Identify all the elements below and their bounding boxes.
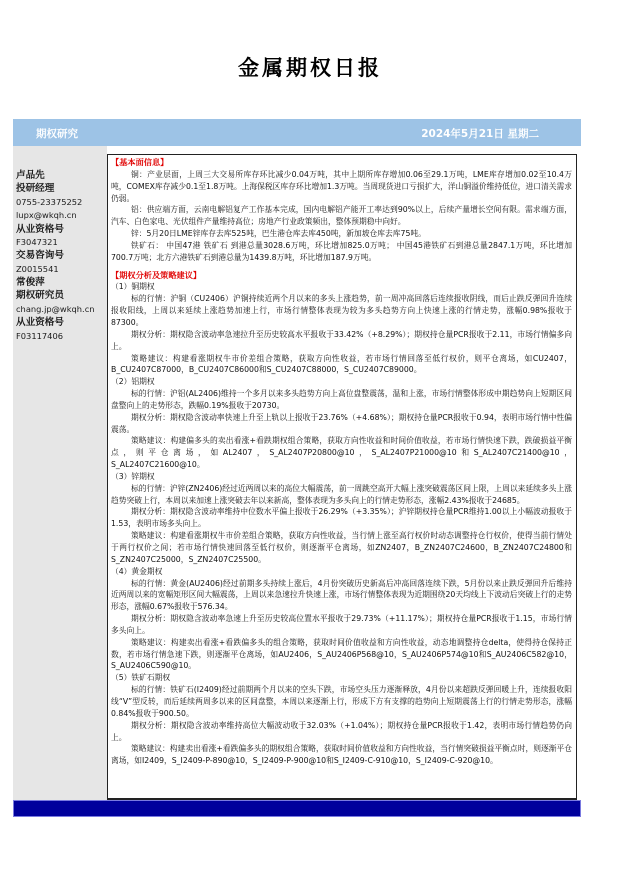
section-title-copper: （1）铜期权 xyxy=(111,282,155,292)
analyst-name: 卢品先 xyxy=(16,170,45,181)
gold-market: 标的行情：黄金(AU2406)经过前期多头持续上涨后，4月份突破历史新高后冲高回落连续下跌，5月份以来止跌反弹回升后维持近两周以来的宽幅矩形区间大幅震荡，上周以来急速拉升快速上涨，市场行情整体表现为近期围绕20天均线上下波动后突破上行的走势形态，涨幅0.67%报收于576.34。 xyxy=(111,578,572,612)
analyst-sidebar xyxy=(13,146,107,800)
cert-label: 从业资格号 xyxy=(16,223,64,235)
header-section-label: 期权研究 xyxy=(36,128,78,140)
iron-ore-strategy: 策略建议：构建卖出看涨+看跌偏多头的期权组合策略，获取时间价值收益和方向性收益，当行情突破损益平衡点时，则逐渐平仓离场，如I2409，S_I2409-P-890@10，S_I2409-P-900@10和S_I2409-C-910@10，S_I2409-C-920@10。 xyxy=(111,744,572,766)
fundamental-aluminum: 铝：供应端方面，云南电解铝复产工作基本完成，国内电解铝产能开工率达到90%以上，后续产量增长空间有限。需求端方面，汽车、白色家电、光伏组件产量维持高位；房地产行业政策频出，整体预期稳中向好。 xyxy=(111,205,572,227)
analyst-email[interactable]: lupx@wkqh.cn xyxy=(16,210,77,221)
analyst-phone: 0755-23375252 xyxy=(16,196,83,207)
analyst-name: 常俊萍 xyxy=(16,277,45,288)
iron-ore-option-analysis: 期权分析：期权隐含波动率维持高位大幅波动收于32.03%（+1.04%）；期权持仓量PCR报收于1.42，表明市场行情趋势仍向上。 xyxy=(111,720,572,742)
analyst-card xyxy=(16,276,95,343)
header-bar xyxy=(13,119,581,146)
section-title-gold: （4）黄金期权 xyxy=(111,566,163,576)
cert-number: F03117406 xyxy=(16,330,64,341)
report-content-box xyxy=(107,154,577,800)
copper-strategy: 策略建议：构建看涨期权牛市价差组合策略，获取方向性收益，若市场行情回落至低行权价，则平仓离场，如CU2407，B_CU2407C87000，B_CU2407C86000和S_CU2407C88000，S_CU2407C89000。 xyxy=(111,353,572,375)
aluminum-strategy: 策略建议：构建偏多头的卖出看涨+看跌期权组合策略，获取方向性收益和时间价值收益，若市场行情快速下跌，跌破损益平衡点，则平仓离场，如AL2407，S_AL2407P20800@10，S_AL2407P21000@10和S_AL2407C21400@10，S_AL2407C21600@10。 xyxy=(111,436,572,470)
gold-strategy: 策略建议：构建卖出看涨+看跌偏多头的组合策略，获取时间价值收益和方向性收益，动态地调整持仓delta，使得持仓保持正数，若市场行情急速下跌，则逐渐平仓离场，如AU2406，S_AU2406P568@10，S_AU2406P574@10和S_AU2406C582@10，S_AU2406C590@10。 xyxy=(111,637,572,671)
footer-bar xyxy=(13,800,581,817)
fundamental-zinc: 锌：5月20日LME锌库存去库525吨，巴生港仓库去库450吨，新加坡仓库去库75吨。 xyxy=(131,229,426,239)
gold-option-analysis: 期权分析：期权隐含波动率急速上升至历史较高位置水平报收于29.73%（+11.17%）；期权持仓量PCR报收于1.15，市场行情多头向上。 xyxy=(111,614,572,635)
fundamental-iron-ore: 铁矿石： 中国47港 铁矿石 到港总量3028.6万吨，环比增加825.0万吨； 中国45港铁矿石到港总量2847.1万吨，环比增加700.7万吨；北方六港铁矿石到港总量为1439.8万吨，环比增加187.9万吨。 xyxy=(111,240,572,262)
cert-number: F3047321 xyxy=(16,237,58,248)
zinc-option-analysis: 期权分析：期权隐含波动率维持中位数水平偏上报收于26.29%（+3.35%）；沪锌期权持仓量PCR维持1.00以上小幅波动报收于1.53，表明市场多头向上。 xyxy=(111,507,572,529)
analyst-role: 期权研究员 xyxy=(16,290,64,302)
fundamentals-heading: 【基本面信息】 xyxy=(111,157,169,167)
analyst-email[interactable]: chang.jp@wkqh.cn xyxy=(16,303,95,314)
aluminum-market: 标的行情：沪铝(AL2406)维持一个多月以来多头趋势方向上高位盘整震荡，温和上涨，市场行情整体形成中期趋势向上短期区间盘整向上的走势形态，跌幅0.19%报收于20730。 xyxy=(111,389,572,410)
cert-label: 从业资格号 xyxy=(16,317,64,329)
header-date: 2024年5月21日 星期二 xyxy=(421,128,539,140)
copper-option-analysis: 期权分析：期权隐含波动率急速拉升至历史较高水平报收于33.42%（+8.29%）；期权持仓量PCR报收于2.11，市场行情偏多向上。 xyxy=(111,329,572,351)
aluminum-option-analysis: 期权分析：期权隐含波动率快速上升至上轨以上报收于23.76%（+4.68%）；期权持仓量PCR报收于0.94，表明市场行情中性偏震荡。 xyxy=(111,412,572,434)
consult-label: 交易咨询号 xyxy=(16,250,64,262)
zinc-market: 标的行情：沪锌(ZN2406)经过近两周以来的高位大幅震荡，前一周跳空高开大幅上涨突破震荡区间上限，上周以来延续多头上涨趋势突破上行，本周以来加速上涨突破去年以来新高，整体表现为多头向上的行情走势形态，涨幅2.43%报收于24685。 xyxy=(111,483,572,505)
report-title: 金属期权日报 xyxy=(238,55,382,80)
fundamental-copper: 铜：产业层面，上周三大交易所库存环比减少0.04万吨，其中上期所库存增加0.06至29.1万吨，LME库存增加0.02至10.4万吨，COMEX库存减少0.1至1.8万吨。上海保税区库存环比增加1.3万吨。当周现货进口亏损扩大，洋山铜溢价维持低位，进口清关需求仍弱。 xyxy=(111,169,572,203)
section-title-iron-ore: （5）铁矿石期权 xyxy=(111,673,171,683)
zinc-strategy: 策略建议：构建看涨期权牛市价差组合策略，获取方向性收益，当行情上涨至高行权价时动态调整持仓行权价，使得当前行情处于两行权价之间；若市场行情快速回落至低行权价，则逐渐平仓离场，如ZN2407，B_ZN2407C24600，B_ZN2407C24800和S_ZN2407C25000，S_ZN2407C25500。 xyxy=(111,531,572,564)
copper-market: 标的行情：沪铜（CU2406）沪铜持续近两个月以来的多头上涨趋势，前一周冲高回落后连续报收阴线，而后止跌反弹回升连续报收阳线，上周以来延续上涨趋势加速上行，市场行情整体表现为较为多头趋势方向上快速上涨的行情走势，涨幅0.98%报收于87300。 xyxy=(111,294,572,327)
analyst-card xyxy=(16,169,82,276)
analysis-heading: 【期权分析及策略建议】 xyxy=(111,269,202,280)
section-title-aluminum: （2）铝期权 xyxy=(111,377,155,387)
section-title-zinc: （3）锌期权 xyxy=(111,471,155,481)
iron-ore-market: 标的行情：铁矿石(I2409)经过前期两个月以来的空头下跌，市场空头压力逐渐释放，4月份以来超跌反弹回暖上升，连续报收阳线“V”型反转，而后延续两周多以来的区间盘整，本周以来逐渐上行，形成下方有支撑的趋势向上短期震荡上行的行情走势形态，涨幅0.84%报收于900.50。 xyxy=(111,685,572,718)
analyst-role: 投研经理 xyxy=(16,183,55,195)
consult-number: Z0015541 xyxy=(16,263,59,274)
